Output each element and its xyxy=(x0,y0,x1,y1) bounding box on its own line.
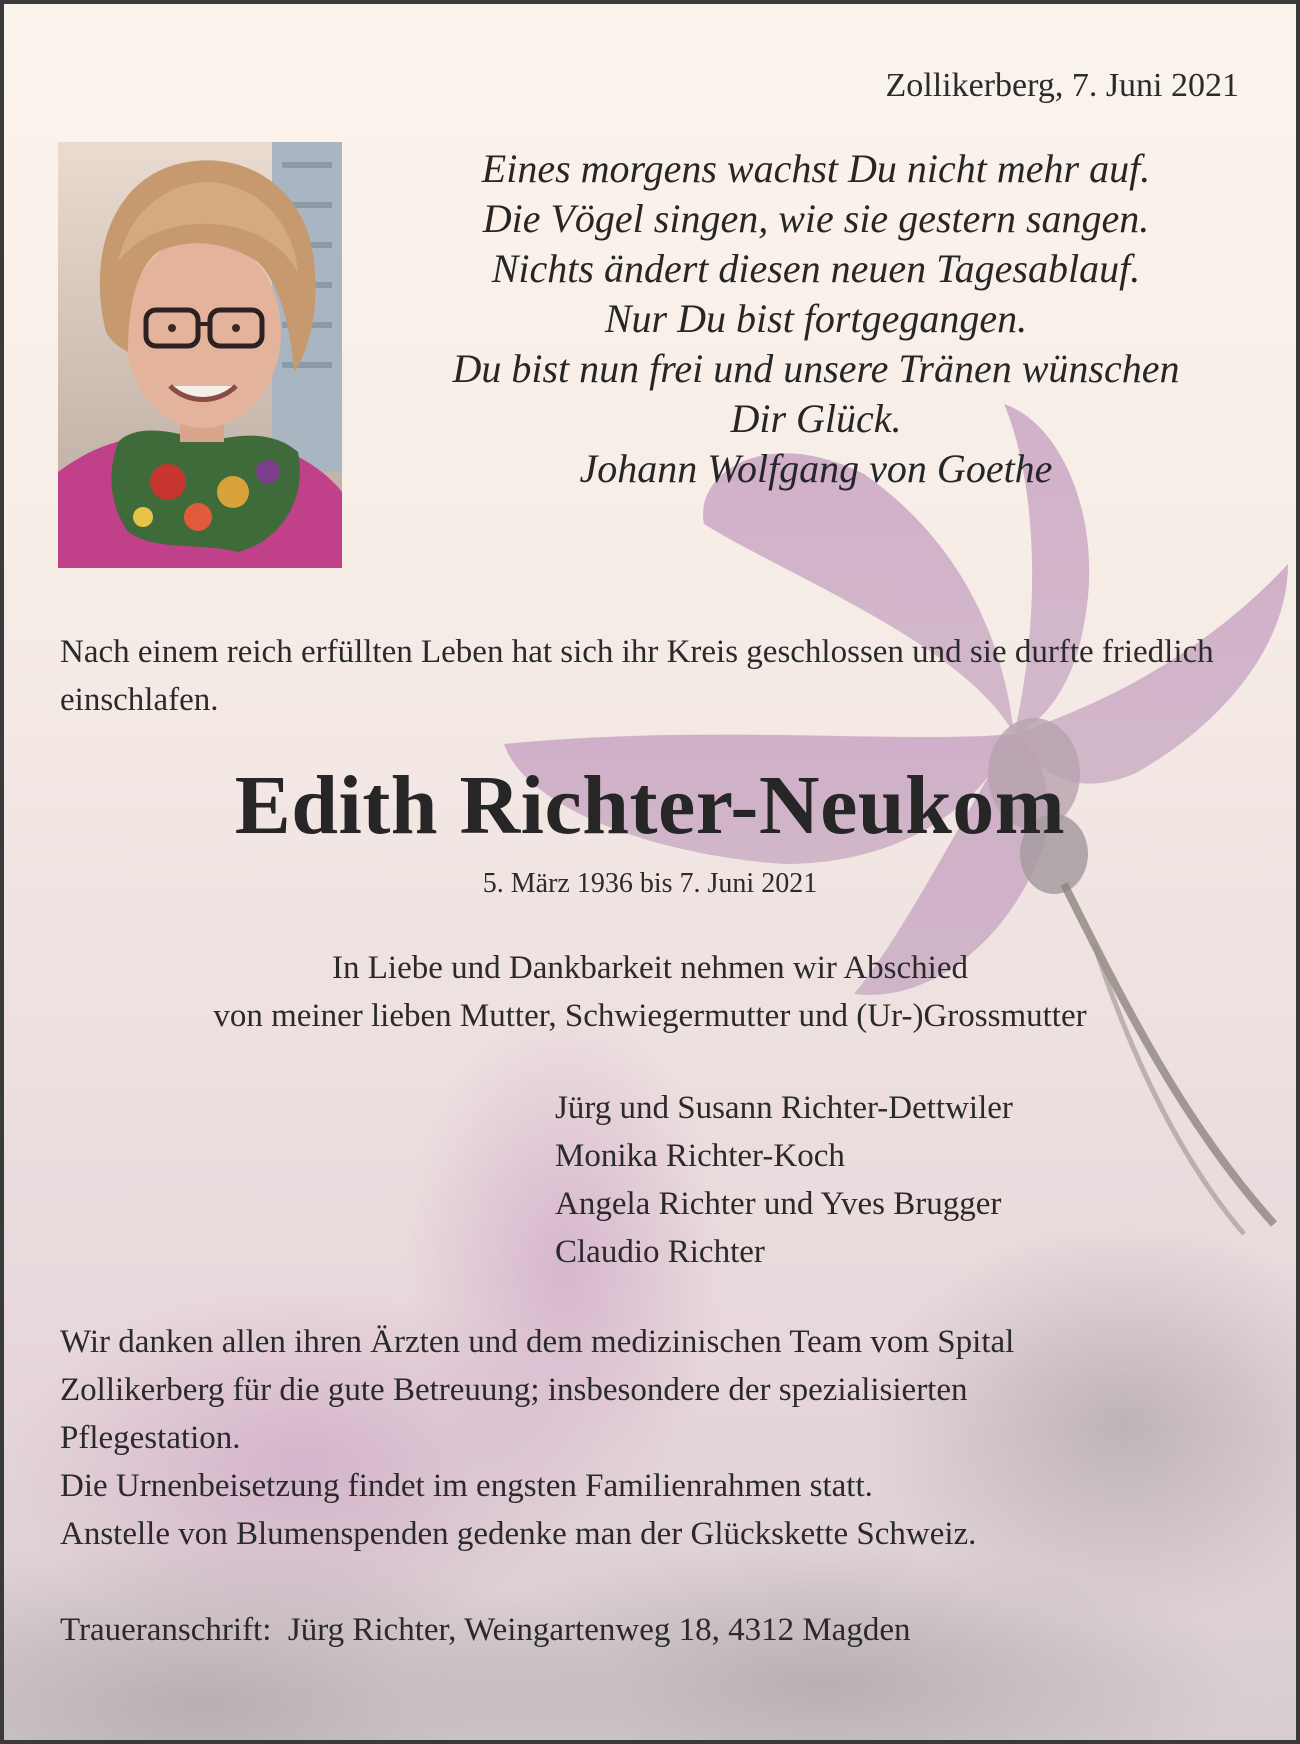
poem-author: Johann Wolfgang von Goethe xyxy=(579,446,1053,491)
thanks-line: Wir danken allen ihren Ärzten und dem medizinischen Team vom Spital xyxy=(60,1324,1015,1360)
mourner-name: Angela Richter und Yves Brugger xyxy=(555,1186,1002,1222)
poem xyxy=(376,144,1256,494)
thanks-line: Zollikerberg für die gute Betreuung; insbesondere der spezialisierten xyxy=(60,1372,968,1408)
deceased-name: Edith Richter-Neukom xyxy=(234,759,1066,852)
farewell-line: von meiner lieben Mutter, Schwiegermutter und (Ur-)Grossmutter xyxy=(213,998,1087,1034)
portrait-illustration xyxy=(58,142,342,568)
mourner-name: Monika Richter-Koch xyxy=(555,1138,845,1174)
place-date: Zollikerberg, 7. Juni 2021 xyxy=(885,67,1239,104)
thanks-line: Anstelle von Blumenspenden gedenke man der Glückskette Schweiz. xyxy=(60,1516,977,1552)
mourners-list xyxy=(555,1084,1255,1276)
thanks-text xyxy=(60,1318,1260,1558)
poem-line: Du bist nun frei und unsere Tränen wünschen xyxy=(452,346,1180,391)
farewell-line: In Liebe und Dankbarkeit nehmen wir Abschied xyxy=(332,950,968,986)
poem-line: Dir Glück. xyxy=(730,396,902,441)
poem-line: Die Vögel singen, wie sie gestern sangen. xyxy=(482,196,1150,241)
poem-line: Eines morgens wachst Du nicht mehr auf. xyxy=(481,146,1151,191)
thanks-line: Pflegestation. xyxy=(60,1420,241,1456)
mourner-name: Jürg und Susann Richter-Dettwiler xyxy=(555,1090,1013,1126)
poem-line: Nur Du bist fortgegangen. xyxy=(604,296,1028,341)
portrait-photo xyxy=(58,142,342,568)
lifespan-dates: 5. März 1936 bis 7. Juni 2021 xyxy=(482,868,818,899)
intro-text: Nach einem reich erfüllten Leben hat sich ihr Kreis geschlossen und sie durfte friedlich einschlafen. xyxy=(60,634,1214,718)
poem-line: Nichts ändert diesen neuen Tagesablauf. xyxy=(491,246,1141,291)
mourning-address: Traueranschrift: Jürg Richter, Weingartenweg 18, 4312 Magden xyxy=(60,1612,911,1648)
mourner-name: Claudio Richter xyxy=(555,1234,765,1270)
thanks-line: Die Urnenbeisetzung findet im engsten Familienrahmen statt. xyxy=(60,1468,873,1504)
obituary-page xyxy=(4,4,1296,1740)
obituary-content xyxy=(4,4,1296,1740)
farewell-text xyxy=(4,944,1296,1040)
